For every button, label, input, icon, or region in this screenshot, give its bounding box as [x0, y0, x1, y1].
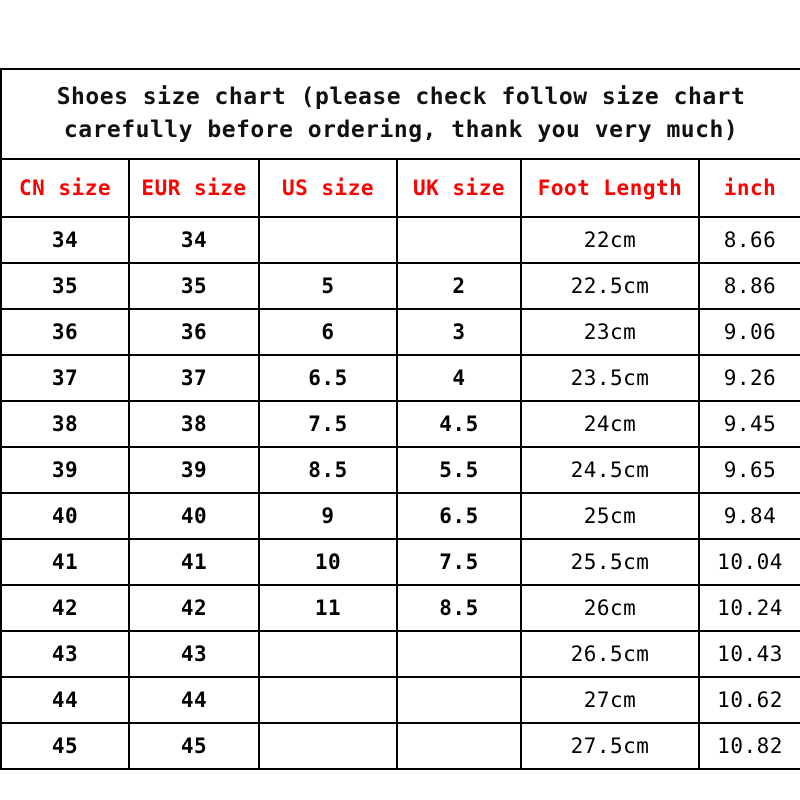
- table-body: [1, 69, 800, 769]
- table-cell: 45: [129, 723, 259, 769]
- table-cell: 9.06: [699, 309, 800, 355]
- table-row: [1, 585, 800, 631]
- table-cell: 36: [1, 309, 129, 355]
- table-cell: 4: [397, 355, 521, 401]
- table-cell: 10.62: [699, 677, 800, 723]
- table-row: [1, 447, 800, 493]
- table-row: [1, 355, 800, 401]
- table-cell: 10.04: [699, 539, 800, 585]
- column-header: Foot Length: [521, 159, 699, 217]
- table-cell: 11: [259, 585, 397, 631]
- table-cell: 9.45: [699, 401, 800, 447]
- column-header: UK size: [397, 159, 521, 217]
- table-cell: 6.5: [397, 493, 521, 539]
- table-cell: 41: [129, 539, 259, 585]
- table-row: [1, 309, 800, 355]
- table-cell: 26.5cm: [521, 631, 699, 677]
- table-cell: 24cm: [521, 401, 699, 447]
- table-cell: [259, 677, 397, 723]
- table-cell: 35: [1, 263, 129, 309]
- table-cell: 5.5: [397, 447, 521, 493]
- table-cell: 8.66: [699, 217, 800, 263]
- table-row: [1, 401, 800, 447]
- table-cell: 37: [129, 355, 259, 401]
- table-cell: 9.84: [699, 493, 800, 539]
- table-cell: 38: [129, 401, 259, 447]
- table-cell: [259, 217, 397, 263]
- table-cell: 42: [129, 585, 259, 631]
- table-cell: 23cm: [521, 309, 699, 355]
- table-row: [1, 631, 800, 677]
- table-cell: [259, 631, 397, 677]
- table-cell: 37: [1, 355, 129, 401]
- table-cell: 44: [1, 677, 129, 723]
- table-cell: 7.5: [397, 539, 521, 585]
- table-row: [1, 263, 800, 309]
- column-header: EUR size: [129, 159, 259, 217]
- table-cell: [397, 217, 521, 263]
- table-cell: 3: [397, 309, 521, 355]
- table-cell: 22.5cm: [521, 263, 699, 309]
- table-cell: 10: [259, 539, 397, 585]
- column-header: CN size: [1, 159, 129, 217]
- size-chart-container: [0, 68, 800, 770]
- table-cell: 25.5cm: [521, 539, 699, 585]
- table-row: [1, 493, 800, 539]
- table-cell: 9.26: [699, 355, 800, 401]
- column-header: inch: [699, 159, 800, 217]
- table-cell: 41: [1, 539, 129, 585]
- table-cell: 24.5cm: [521, 447, 699, 493]
- table-cell: [397, 677, 521, 723]
- table-row: [1, 539, 800, 585]
- table-cell: 43: [1, 631, 129, 677]
- table-cell: 34: [1, 217, 129, 263]
- table-cell: 40: [1, 493, 129, 539]
- table-cell: 43: [129, 631, 259, 677]
- table-cell: 36: [129, 309, 259, 355]
- table-cell: [259, 723, 397, 769]
- table-row: [1, 723, 800, 769]
- table-cell: 7.5: [259, 401, 397, 447]
- header-row: [1, 159, 800, 217]
- table-cell: 40: [129, 493, 259, 539]
- table-row: [1, 217, 800, 263]
- table-cell: [397, 631, 521, 677]
- table-cell: 9: [259, 493, 397, 539]
- chart-title: Shoes size chart (please check follow size chart carefully before ordering, thank you very much): [1, 69, 800, 159]
- table-cell: 8.5: [397, 585, 521, 631]
- table-cell: 9.65: [699, 447, 800, 493]
- table-cell: 42: [1, 585, 129, 631]
- table-cell: 8.5: [259, 447, 397, 493]
- table-cell: 27cm: [521, 677, 699, 723]
- column-header: US size: [259, 159, 397, 217]
- table-cell: 23.5cm: [521, 355, 699, 401]
- table-cell: 10.24: [699, 585, 800, 631]
- table-cell: 22cm: [521, 217, 699, 263]
- table-cell: 5: [259, 263, 397, 309]
- title-row: [1, 69, 800, 159]
- table-cell: 39: [1, 447, 129, 493]
- table-cell: 45: [1, 723, 129, 769]
- table-cell: 25cm: [521, 493, 699, 539]
- table-row: [1, 677, 800, 723]
- table-cell: [397, 723, 521, 769]
- table-cell: 2: [397, 263, 521, 309]
- table-cell: 10.82: [699, 723, 800, 769]
- table-cell: 44: [129, 677, 259, 723]
- table-cell: 38: [1, 401, 129, 447]
- table-cell: 35: [129, 263, 259, 309]
- table-cell: 10.43: [699, 631, 800, 677]
- table-cell: 27.5cm: [521, 723, 699, 769]
- table-cell: 4.5: [397, 401, 521, 447]
- table-cell: 39: [129, 447, 259, 493]
- table-cell: 34: [129, 217, 259, 263]
- table-cell: 6: [259, 309, 397, 355]
- table-cell: 6.5: [259, 355, 397, 401]
- table-cell: 8.86: [699, 263, 800, 309]
- shoe-size-table: [0, 68, 800, 770]
- table-cell: 26cm: [521, 585, 699, 631]
